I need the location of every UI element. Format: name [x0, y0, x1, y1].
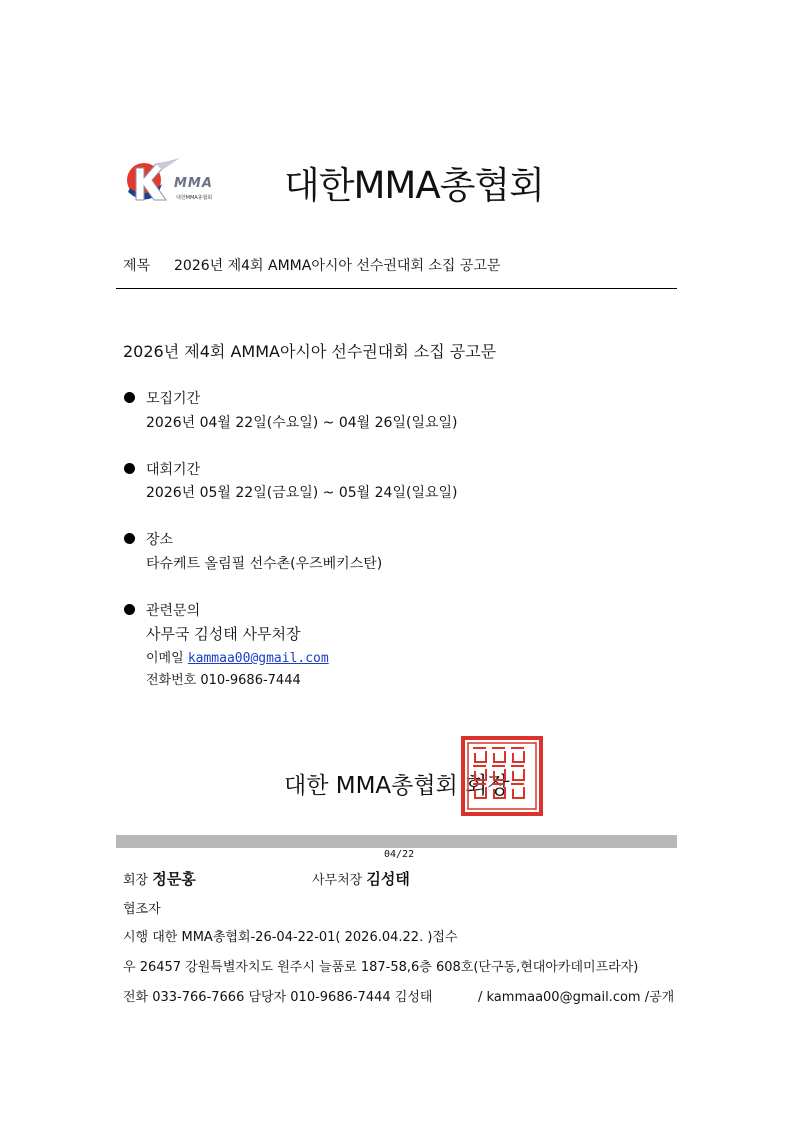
- seal-glyph: [492, 784, 505, 799]
- section-label-recruit: 모집기간: [146, 391, 201, 407]
- section-label-inquiry: 관련문의: [146, 603, 201, 619]
- email-link[interactable]: kammaa00@gmail.com: [187, 651, 329, 666]
- seal-glyph: [492, 748, 505, 763]
- phone-row: [146, 669, 301, 688]
- section-detail-event: 2026년 05월 22일(금요일) ~ 05월 24일(일요일): [146, 485, 458, 501]
- section-detail-inquiry: 사무국 김성태 사무처장: [146, 625, 301, 643]
- footer-band: [116, 835, 677, 848]
- section-detail-venue: 타슈케트 올림필 선수촌(우즈베키스탄): [146, 556, 383, 572]
- cooperator-label: 협조자: [123, 902, 161, 917]
- bullet-icon: [124, 604, 135, 615]
- address-line: 우 26457 강원특별자치도 원주시 늘품로 187-58,6층 608호(단구동,현대아카데미프라자): [123, 960, 639, 975]
- seal-glyph: [511, 766, 524, 781]
- page-number: 04/22: [384, 849, 415, 860]
- contact-email-line: / kammaa00@gmail.com /공개: [478, 990, 675, 1005]
- seal-glyph: [492, 766, 505, 781]
- logo-subtext: 대한MMA총협회: [176, 195, 213, 201]
- seal-glyph: [511, 784, 524, 799]
- enforce-line: 시행 대한 MMA총협회-26-04-22-01( 2026.04.22. )접수: [123, 930, 458, 945]
- president-label: 회장: [123, 873, 149, 888]
- president-row: [123, 868, 196, 889]
- subject-divider: [116, 288, 677, 289]
- logo-text: MMA: [174, 176, 213, 191]
- seal-glyph: [473, 766, 486, 781]
- subject-label: 제목: [123, 258, 151, 274]
- secretary-name: 김성태: [366, 870, 410, 888]
- phone-value: 010-9686-7444: [200, 673, 301, 688]
- email-row: [146, 647, 329, 666]
- seal-glyph: [473, 784, 486, 799]
- official-seal-icon: [461, 736, 543, 816]
- section-label-event: 대회기간: [146, 462, 201, 478]
- kmma-logo: [122, 156, 222, 210]
- org-title: 대한MMA총협회: [284, 164, 544, 207]
- bullet-icon: [124, 463, 135, 474]
- contact-line: 전화 033-766-7666 담당자 010-9686-7444 김성태: [123, 990, 433, 1005]
- secretary-label: 사무처장: [312, 873, 363, 888]
- section-detail-recruit: 2026년 04월 22일(수요일) ~ 04월 26일(일요일): [146, 415, 458, 431]
- bullet-icon: [124, 392, 135, 403]
- bullet-icon: [124, 533, 135, 544]
- president-name: 정문홍: [152, 870, 196, 888]
- kmma-logo-icon: [122, 156, 182, 210]
- signature-line: 대한 MMA총협회 회장: [284, 773, 510, 799]
- email-label: 이메일: [146, 651, 184, 666]
- subject-text: 2026년 제4회 AMMA아시아 선수권대회 소집 공고문: [174, 258, 501, 274]
- seal-glyph: [473, 748, 486, 763]
- secretary-row: [312, 868, 410, 889]
- document-heading: 2026년 제4회 AMMA아시아 선수권대회 소집 공고문: [123, 342, 497, 361]
- section-label-venue: 장소: [146, 532, 174, 548]
- phone-label: 전화번호: [146, 673, 197, 688]
- seal-glyph: [511, 748, 524, 763]
